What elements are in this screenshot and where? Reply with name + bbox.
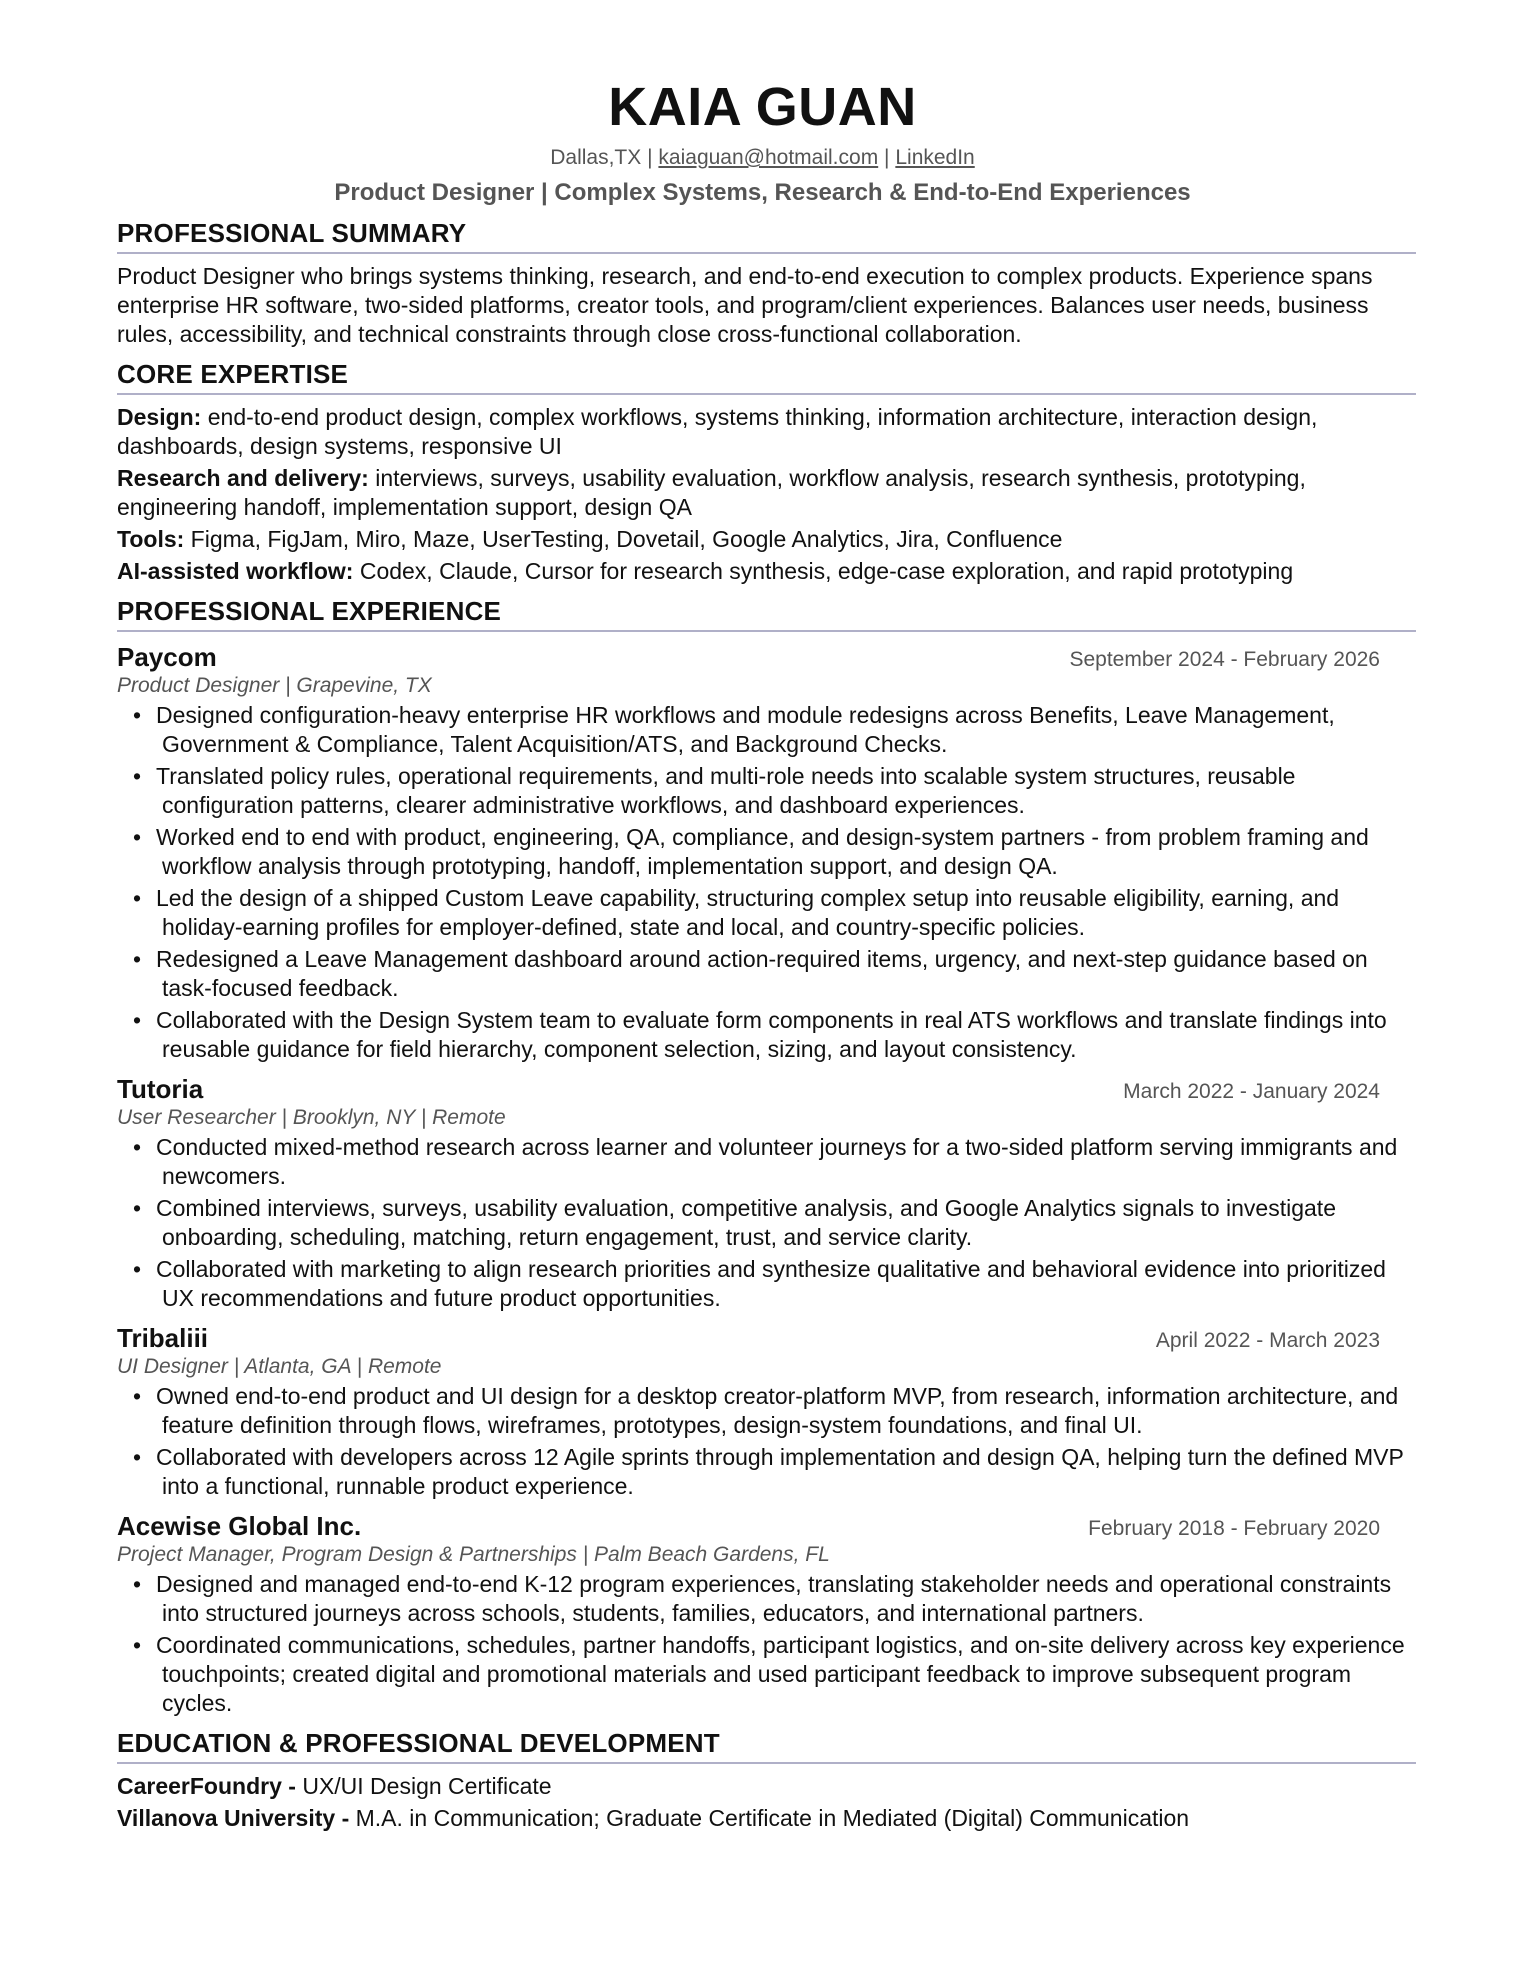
bullet-icon: • — [133, 1195, 142, 1221]
expertise-text: interviews, surveys, usability evaluation, workflow analysis, research synthesis, prototyping, engineering handoff, implementation support, design QA — [117, 465, 1306, 520]
expertise-label: Design: — [117, 404, 202, 430]
expertise-item — [117, 525, 1416, 554]
list-item — [117, 1255, 1416, 1313]
expertise-text: Figma, FigJam, Miro, Maze, UserTesting, Dovetail, Google Analytics, Jira, Confluence — [184, 526, 1063, 552]
education-item — [117, 1772, 1416, 1801]
job-role: Product Designer | Grapevine, TX — [117, 674, 432, 697]
job-entry — [117, 1323, 1416, 1501]
list-item — [117, 701, 1416, 759]
bullet-icon: • — [133, 1632, 142, 1658]
list-item — [117, 1631, 1416, 1718]
bullet-icon: • — [133, 702, 142, 728]
education-credential: UX/UI Design Certificate — [295, 1773, 552, 1799]
list-item — [117, 762, 1416, 820]
bullet-text: Designed and managed end-to-end K-12 program experiences, translating stakeholder needs and operational constraints into structured journeys across schools, students, families, educators, and international partners. — [156, 1571, 1392, 1626]
bullet-icon: • — [133, 1383, 142, 1409]
location: Dallas,TX — [550, 146, 642, 169]
job-dates: February 2018 - February 2020 — [1088, 1517, 1380, 1540]
expertise-heading: CORE EXPERTISE — [117, 359, 1416, 395]
summary-heading: PROFESSIONAL SUMMARY — [117, 218, 1416, 254]
candidate-name: KAIA GUAN — [608, 77, 917, 137]
list-item — [117, 823, 1416, 881]
list-item — [117, 1382, 1416, 1440]
tagline: Product Designer | Complex Systems, Research & End-to-End Experiences — [334, 179, 1191, 206]
expertise-label: Tools: — [117, 526, 185, 552]
expertise-text: end-to-end product design, complex workflows, systems thinking, information architecture, interaction design, dashboards, design systems, responsive UI — [117, 404, 1318, 459]
job-header — [117, 1511, 1416, 1541]
expertise-item — [117, 464, 1416, 522]
education-list — [117, 1772, 1416, 1833]
bullet-icon: • — [133, 763, 142, 789]
list-item — [117, 1570, 1416, 1628]
job-bullets — [117, 1570, 1416, 1718]
contact-line — [109, 146, 1416, 170]
list-item — [117, 1443, 1416, 1501]
bullet-text: Led the design of a shipped Custom Leave capability, structuring complex setup into reusable eligibility, earning, and holiday-earning profiles for employer-defined, state and local, and country-specific policies. — [156, 885, 1340, 940]
company-name: Acewise Global Inc. — [117, 1511, 362, 1541]
expertise-label: AI-assisted workflow: — [117, 558, 354, 584]
bullet-icon: • — [133, 946, 142, 972]
education-heading: EDUCATION & PROFESSIONAL DEVELOPMENT — [117, 1728, 1416, 1764]
expertise-label: Research and delivery: — [117, 465, 369, 491]
bullet-icon: • — [133, 885, 142, 911]
bullet-text: Redesigned a Leave Management dashboard around action-required items, urgency, and next-step guidance based on task-focused feedback. — [156, 946, 1368, 1001]
list-item — [117, 884, 1416, 942]
job-dates: September 2024 - February 2026 — [1069, 648, 1380, 671]
job-role: Project Manager, Program Design & Partnerships | Palm Beach Gardens, FL — [117, 1543, 830, 1566]
job-dates: April 2022 - March 2023 — [1155, 1329, 1380, 1352]
bullet-icon: • — [133, 1256, 142, 1282]
job-bullets — [117, 1133, 1416, 1313]
bullet-icon: • — [133, 1444, 142, 1470]
linkedin-link[interactable]: LinkedIn — [895, 146, 975, 169]
bullet-text: Conducted mixed-method research across learner and volunteer journeys for a two-sided platform serving immigrants and newcomers. — [156, 1134, 1398, 1189]
job-dates: March 2022 - January 2024 — [1123, 1080, 1380, 1103]
company-name: Paycom — [117, 642, 217, 672]
expertise-item — [117, 403, 1416, 461]
experience-heading: PROFESSIONAL EXPERIENCE — [117, 596, 1416, 632]
job-entry — [117, 642, 1416, 1064]
bullet-icon: • — [133, 1134, 142, 1160]
job-header — [117, 1074, 1416, 1104]
job-entry — [117, 1074, 1416, 1313]
education-credential: M.A. in Communication; Graduate Certificate in Mediated (Digital) Communication — [349, 1805, 1190, 1831]
job-role: UI Designer | Atlanta, GA | Remote — [117, 1355, 442, 1378]
education-item — [117, 1804, 1416, 1833]
bullet-text: Combined interviews, surveys, usability evaluation, competitive analysis, and Google Analytics signals to investigate onboarding, scheduling, matching, return engagement, trust, and service clarity. — [156, 1195, 1336, 1250]
bullet-text: Designed configuration-heavy enterprise HR workflows and module redesigns across Benefits, Leave Management, Government & Compliance, Talent Acquisition/ATS, and Background Checks. — [156, 702, 1335, 757]
bullet-icon: • — [133, 1007, 142, 1033]
education-institution: CareerFoundry - — [117, 1773, 296, 1799]
list-item — [117, 1006, 1416, 1064]
job-bullets — [117, 701, 1416, 1064]
company-name: Tribaliii — [117, 1323, 209, 1353]
job-bullets — [117, 1382, 1416, 1501]
bullet-text: Owned end-to-end product and UI design for a desktop creator-platform MVP, from research, information architecture, and feature definition through flows, wireframes, prototypes, design-system foundations, and final UI. — [156, 1383, 1399, 1438]
bullet-text: Collaborated with marketing to align research priorities and synthesize qualitative and behavioral evidence into prioritized UX recommendations and future product opportunities. — [156, 1256, 1386, 1311]
list-item — [117, 1194, 1416, 1252]
separator: | — [647, 146, 653, 169]
summary-text: Product Designer who brings systems thinking, research, and end-to-end execution to complex products. Experience spans enterprise HR software, two-sided platforms, creator tools, and program/client experiences. Balances user needs, business rules, accessibility, and technical constraints through close cross-functional collaboration. — [117, 263, 1373, 347]
expertise-list — [117, 403, 1416, 586]
job-header — [117, 642, 1416, 672]
bullet-icon: • — [133, 824, 142, 850]
job-header — [117, 1323, 1416, 1353]
job-entry — [117, 1511, 1416, 1718]
bullet-text: Collaborated with the Design System team to evaluate form components in real ATS workflows and translate findings into reusable guidance for field hierarchy, component selection, sizing, and layout consistency. — [156, 1007, 1387, 1062]
email-link[interactable]: kaiaguan@hotmail.com — [658, 146, 879, 169]
bullet-text: Collaborated with developers across 12 Agile sprints through implementation and design QA, helping turn the defined MVP into a functional, runnable product experience. — [156, 1444, 1404, 1499]
bullet-text: Coordinated communications, schedules, partner handoffs, participant logistics, and on-site delivery across key experience touchpoints; created digital and promotional materials and used participant feedback to improve subsequent program cycles. — [156, 1632, 1405, 1716]
list-item — [117, 945, 1416, 1003]
education-institution: Villanova University - — [117, 1805, 350, 1831]
company-name: Tutoria — [117, 1074, 204, 1104]
job-role: User Researcher | Brooklyn, NY | Remote — [117, 1106, 506, 1129]
list-item — [117, 1133, 1416, 1191]
bullet-text: Worked end to end with product, engineering, QA, compliance, and design-system partners - from problem framing and workflow analysis through prototyping, handoff, implementation support, and design QA. — [156, 824, 1369, 879]
expertise-text: Codex, Claude, Cursor for research synthesis, edge-case exploration, and rapid prototyping — [353, 558, 1294, 584]
bullet-icon: • — [133, 1571, 142, 1597]
separator: | — [884, 146, 890, 169]
expertise-item — [117, 557, 1416, 586]
bullet-text: Translated policy rules, operational requirements, and multi-role needs into scalable system structures, reusable configuration patterns, clearer administrative workflows, and dashboard experiences. — [156, 763, 1296, 818]
